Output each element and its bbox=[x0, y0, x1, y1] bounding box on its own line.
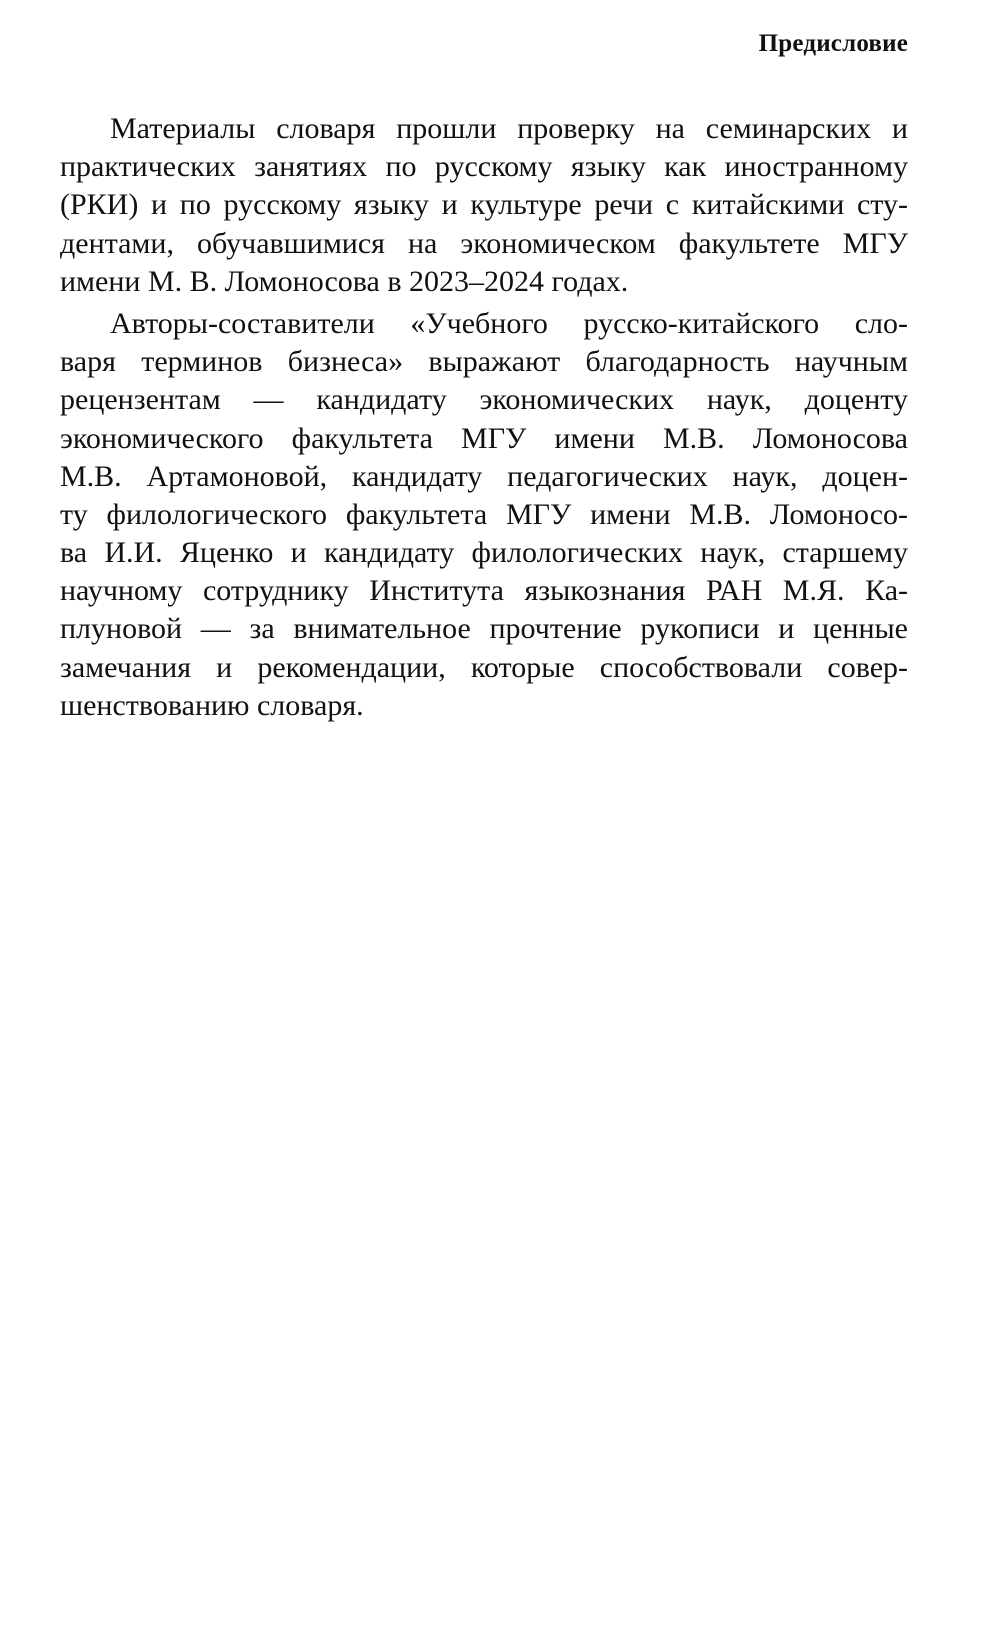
text-line: экономического факультета МГУ имени М.В. Ломоносова bbox=[60, 421, 908, 455]
text-line: (РКИ) и по русскому языку и культуре речи с китайскими сту- bbox=[60, 188, 908, 222]
text-line: шенствованию словаря. bbox=[60, 688, 364, 722]
text-line: рецензентам — кандидату экономических наук, доценту bbox=[60, 383, 908, 417]
text-line: имени М. В. Ломоносова в 2023–2024 годах. bbox=[60, 264, 629, 298]
text-line: плуновой — за внимательное прочтение рукописи и ценные bbox=[60, 612, 908, 646]
text-line: Материалы словаря прошли проверку на семинарских и bbox=[110, 112, 908, 145]
body-text bbox=[60, 110, 908, 729]
paragraph-2 bbox=[60, 305, 908, 725]
text-line: варя терминов бизнеса» выражают благодарность научным bbox=[60, 345, 908, 379]
text-line: ту филологического факультета МГУ имени М.В. Ломоносо- bbox=[60, 497, 908, 531]
text-line: дентами, обучавшимися на экономическом факультете МГУ bbox=[60, 226, 908, 260]
text-line: научному сотруднику Института языкознания РАН М.Я. Ка- bbox=[60, 574, 908, 608]
text-line: М.В. Артамоновой, кандидату педагогических наук, доцен- bbox=[60, 459, 908, 493]
paragraph-1 bbox=[60, 110, 908, 301]
text-line: замечания и рекомендации, которые способствовали совер- bbox=[60, 650, 908, 684]
text-line: ва И.И. Яценко и кандидату филологических наук, старшему bbox=[60, 536, 908, 570]
running-head-title: Предисловие bbox=[758, 30, 908, 57]
text-line: Авторы-составители «Учебного русско-китайского сло- bbox=[110, 306, 908, 340]
text-line: практических занятиях по русскому языку как иностранному bbox=[60, 150, 908, 184]
